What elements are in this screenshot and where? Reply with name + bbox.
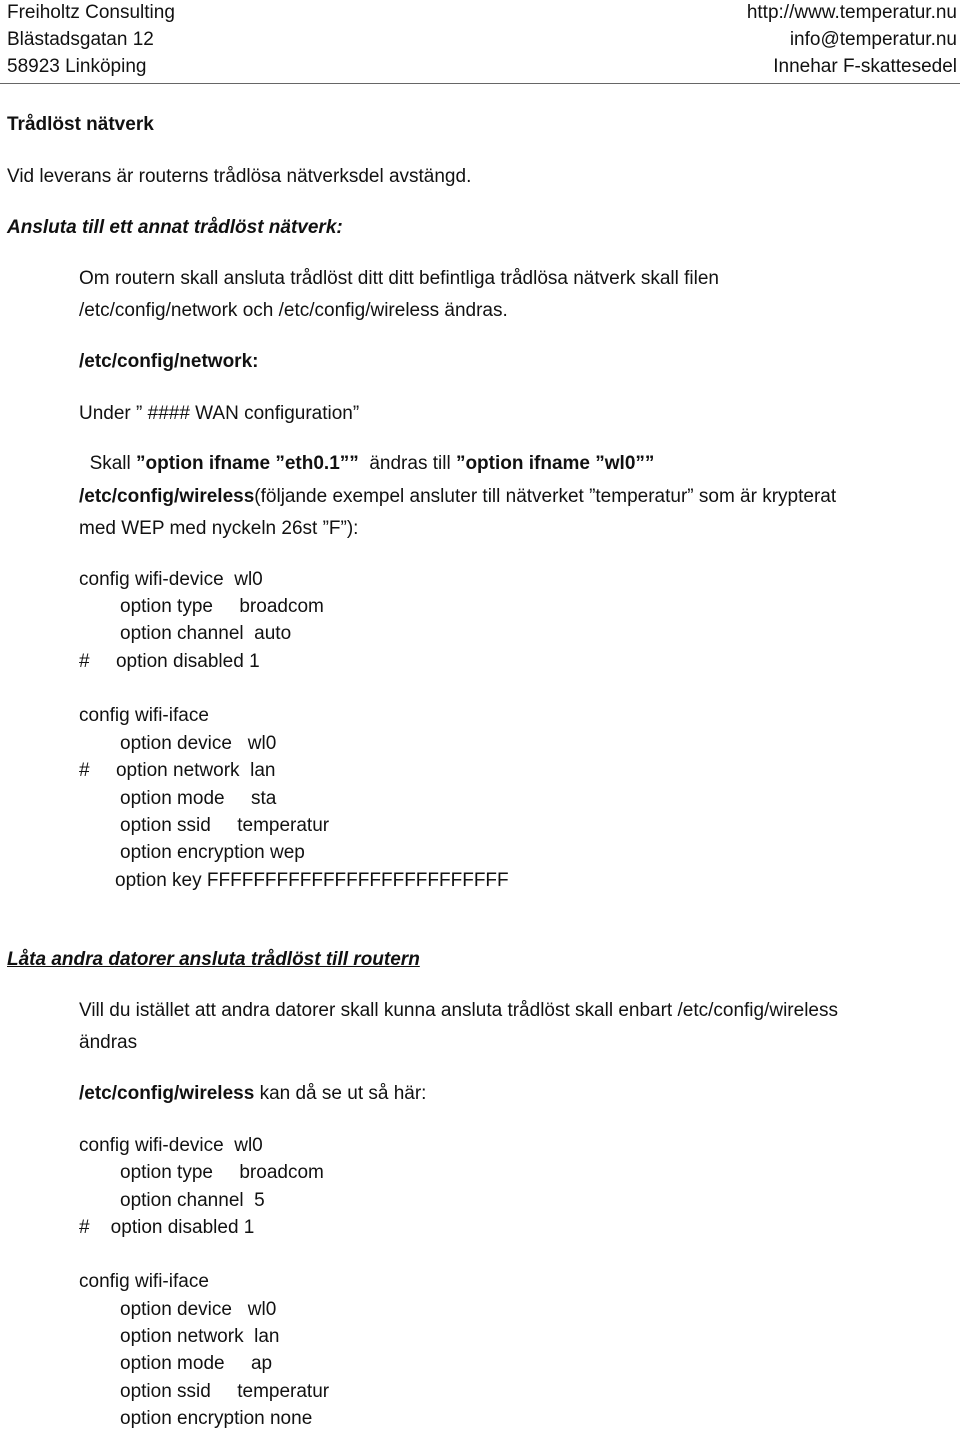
code2-line: option mode ap	[120, 1353, 273, 1374]
code2-line: # option disabled 1	[79, 1217, 255, 1238]
wireless-tail: kan då se ut så här:	[254, 1083, 427, 1104]
andras-till: ändras till	[369, 453, 451, 474]
skall-word: Skall	[89, 453, 131, 474]
wireless-heading-2-line	[79, 1084, 426, 1103]
paragraph-line-2: /etc/config/network och /etc/config/wireless ändras.	[79, 300, 508, 321]
wireless-heading-2: /etc/config/wireless	[79, 1083, 255, 1104]
header-company: Freiholtz Consulting	[7, 2, 175, 23]
code1-line: option key FFFFFFFFFFFFFFFFFFFFFFFFFF	[115, 870, 509, 891]
header-website-link[interactable]: http://www.temperatur.nu	[746, 2, 957, 23]
paragraph2-line-1: Vill du istället att andra datorer skall kunna ansluta trådlöst skall enbart /etc/config/wireless	[79, 1000, 838, 1021]
skall-line	[79, 435, 654, 473]
code2-line: option encryption none	[120, 1408, 313, 1429]
under-wan-line: Under ” #### WAN configuration”	[79, 403, 360, 424]
paragraph-line-1: Om routern skall ansluta trådlöst ditt ditt befintliga trådlösa nätverk skall filen	[79, 268, 719, 289]
header-divider	[0, 83, 960, 84]
code1-line: option channel auto	[120, 623, 292, 644]
header-city: 58923 Linköping	[7, 56, 147, 77]
section-title-wireless: Trådlöst nätverk	[7, 114, 154, 135]
code1-line: option device wl0	[120, 733, 277, 754]
code1-line: config wifi-iface	[79, 705, 209, 726]
wireless-desc-1: (följande exempel ansluter till nätverket ”temperatur” som är krypterat	[254, 486, 837, 507]
code2-line: option ssid temperatur	[120, 1381, 330, 1402]
code2-line: option device wl0	[120, 1299, 277, 1320]
code2-line: config wifi-iface	[79, 1271, 209, 1292]
code1-line: option ssid temperatur	[120, 815, 330, 836]
code2-line: option type broadcom	[120, 1162, 324, 1183]
code1-line: config wifi-device wl0	[79, 569, 263, 590]
code2-line: option network lan	[120, 1326, 280, 1347]
wireless-desc-line-2: med WEP med nyckeln 26st ”F”):	[79, 518, 359, 539]
header-street: Blästadsgatan 12	[7, 29, 154, 50]
wireless-heading: /etc/config/wireless	[79, 486, 255, 507]
code1-line: # option network lan	[79, 760, 276, 781]
option-new: ”option ifname ”wl0””	[455, 453, 655, 474]
code2-line: config wifi-device wl0	[79, 1135, 263, 1156]
header-tax-note: Innehar F-skattesedel	[773, 56, 957, 77]
code1-line: # option disabled 1	[79, 651, 260, 672]
code1-line: option type broadcom	[120, 596, 324, 617]
subtitle-connect-other: Ansluta till ett annat trådlöst nätverk:	[7, 217, 343, 238]
network-heading: /etc/config/network:	[79, 351, 259, 372]
paragraph2-line-2: ändras	[79, 1032, 138, 1053]
option-old: ”option ifname ”eth0.1””	[136, 453, 359, 474]
code2-line: option channel 5	[120, 1190, 265, 1211]
code1-line: option encryption wep	[120, 842, 305, 863]
section-title-allow-others: Låta andra datorer ansluta trådlöst till routern	[7, 949, 420, 970]
code1-line: option mode sta	[120, 788, 277, 809]
wireless-desc-line-1	[79, 487, 836, 506]
intro-text: Vid leverans är routerns trådlösa nätverksdel avstängd.	[7, 166, 472, 187]
header-email-link[interactable]: info@temperatur.nu	[789, 29, 957, 50]
